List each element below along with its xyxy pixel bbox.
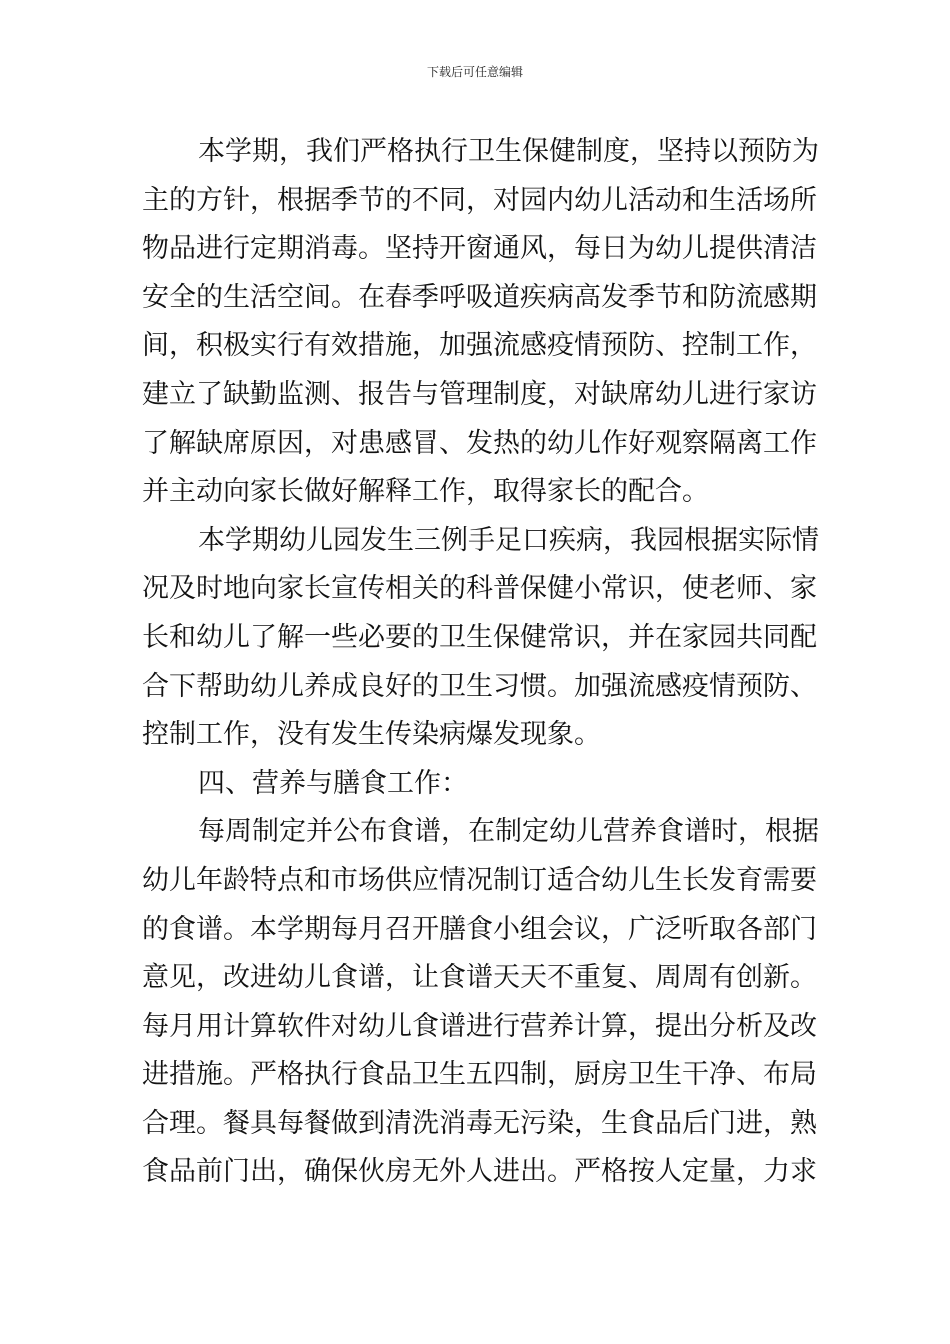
page-header-note: 下载后可任意编辑 [426, 65, 523, 79]
text-line: 合理。餐具每餐做到清洗消毒无污染，生食品后门进，熟 [142, 1107, 817, 1139]
text-line: 的食谱。本学期每月召开膳食小组会议，广泛听取各部门 [142, 913, 817, 945]
text-line: 控制工作，没有发生传染病爆发现象。 [142, 719, 601, 751]
text-line: 本学期，我们严格执行卫生保健制度，坚持以预防为 [198, 136, 819, 167]
text-line: 了解缺席原因，对患感冒、发热的幼儿作好观察隔离工作 [142, 427, 817, 459]
text-line: 进措施。严格执行食品卫生五四制，厨房卫生干净、布局 [142, 1059, 817, 1091]
document-body [142, 128, 819, 1197]
text-line: 况及时地向家长宣传相关的科普保健小常识，使老师、家 [142, 573, 817, 605]
text-line: 建立了缺勤监测、报告与管理制度，对缺席幼儿进行家访 [142, 378, 817, 410]
section-heading: 四、营养与膳食工作： [198, 767, 468, 799]
text-line: 物品进行定期消毒。坚持开窗通风，每日为幼儿提供清洁 [142, 233, 817, 265]
text-line: 每月用计算软件对幼儿食谱进行营养计算，提出分析及改 [142, 1010, 817, 1042]
text-line: 主的方针，根据季节的不同，对园内幼儿活动和生活场所 [142, 184, 817, 216]
text-line: 间，积极实行有效措施，加强流感疫情预防、控制工作， [142, 330, 817, 362]
text-line: 本学期幼儿园发生三例手足口疾病，我园根据实际情 [198, 524, 819, 556]
text-line: 意见，改进幼儿食谱，让食谱天天不重复、周周有创新。 [142, 962, 817, 994]
text-line: 每周制定并公布食谱，在制定幼儿营养食谱时，根据 [198, 816, 819, 848]
text-line: 安全的生活空间。在春季呼吸道疾病高发季节和防流感期 [142, 281, 817, 313]
text-line: 长和幼儿了解一些必要的卫生保健常识，并在家园共同配 [142, 621, 817, 653]
text-line: 幼儿年龄特点和市场供应情况制订适合幼儿生长发育需要 [142, 864, 817, 896]
text-line: 食品前门出，确保伙房无外人进出。严格按人定量，力求 [142, 1156, 817, 1188]
text-line: 并主动向家长做好解释工作，取得家长的配合。 [142, 476, 709, 508]
text-line: 合下帮助幼儿养成良好的卫生习惯。加强流感疫情预防、 [142, 670, 817, 702]
